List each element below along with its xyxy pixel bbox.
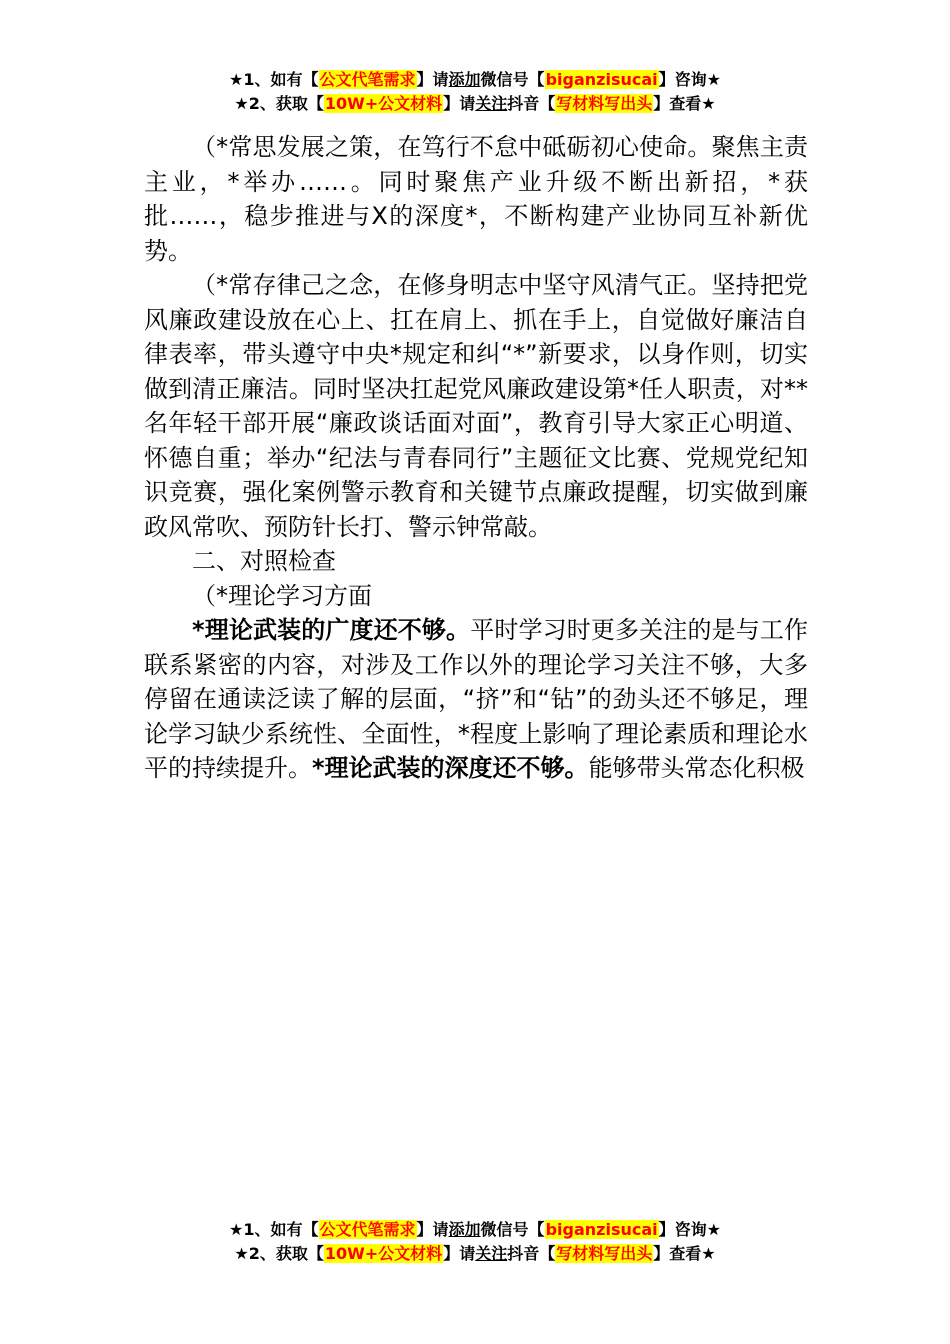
banner-text: 】请 <box>443 1244 476 1263</box>
banner-highlight-douyin: 写材料写出头 <box>556 94 653 113</box>
paragraph-development: （*常思发展之策，在笃行不怠中砥砺初心使命。聚焦主责主业，*举办……。同时聚焦产业升级不断出新招，*获批……，稳步推进与X的深度*，不断构建产业协同互补新优势。 <box>144 133 808 265</box>
subsection-heading: （*理论学习方面 <box>192 581 372 610</box>
banner-underlined: 关注 <box>475 94 508 113</box>
banner-text: 】查看★ <box>653 1244 716 1263</box>
body-text-2: 能够带头常态化积极 <box>588 754 805 782</box>
banner-highlight-douyin: 写材料写出头 <box>556 1244 653 1263</box>
banner-text: ★2、获取【 <box>234 1244 324 1263</box>
banner-line-1 <box>0 68 950 92</box>
bold-lead-2: *理论武装的深度还不够。 <box>312 754 589 782</box>
document-body <box>144 130 808 786</box>
banner-text: 】请 <box>443 94 476 113</box>
banner-text: 】请 <box>416 70 449 89</box>
bold-lead-1: *理论武装的广度还不够。 <box>192 616 471 644</box>
banner-highlight: 10W+公文材料 <box>324 1244 443 1263</box>
banner-text: 抖音【 <box>507 1244 556 1263</box>
banner-text: 】查看★ <box>653 94 716 113</box>
banner-underlined: 添加 <box>448 1220 481 1239</box>
banner-underlined: 关注 <box>475 1244 508 1263</box>
banner-text: ★1、如有【 <box>229 1220 319 1239</box>
footer-line-2 <box>0 1242 950 1266</box>
banner-text: ★1、如有【 <box>229 70 319 89</box>
banner-text: 微信号【 <box>480 70 545 89</box>
banner-highlight-wechat: biganzisucai <box>545 1220 658 1239</box>
banner-text: 】咨询★ <box>658 1220 721 1239</box>
paragraph-integrity: （*常存律己之念，在修身明志中坚守风清气正。坚持把党风廉政建设放在心上、扛在肩上、抓在手上，自觉做好廉洁自律表率，带头遵守中央*规定和纠“*”新要求，以身作则，切实做到清正廉洁。同时坚决扛起党风廉政建设第*任人职责，对**名年轻干部开展“廉政谈话面对面”，教育引导大家正心明道、怀德自重；举办“纪法与青春同行”主题征文比赛、党规党纪知识竞赛，强化案例警示教育和关键节点廉政提醒，切实做到廉政风常吹、预防针长打、警示钟常敲。 <box>144 271 808 541</box>
banner-highlight: 公文代笔需求 <box>319 70 416 89</box>
section-heading: 二、对照检查 <box>192 547 336 575</box>
banner-highlight-wechat: biganzisucai <box>545 70 658 89</box>
banner-text: 】咨询★ <box>658 70 721 89</box>
banner-line-2 <box>0 92 950 116</box>
banner-text: 微信号【 <box>480 1220 545 1239</box>
banner-highlight: 10W+公文材料 <box>324 94 443 113</box>
banner-underlined: 添加 <box>448 70 481 89</box>
body-text-1: 平时学习时更多关注的是与工作联系紧密的内容，对涉及工作以外的理论学习关注不够，大多停留在通读泛读了解的层面，“挤”和“钻”的劲头还不够足，理论学习缺少系统性、全面性，*程度上影响了理论素质和理论水平的持续提升。 <box>144 616 808 782</box>
banner-text: ★2、获取【 <box>234 94 324 113</box>
header-banner <box>0 68 950 116</box>
banner-text: 抖音【 <box>507 94 556 113</box>
banner-highlight: 公文代笔需求 <box>319 1220 416 1239</box>
paragraph-theory <box>144 613 808 786</box>
footer-line-1 <box>0 1218 950 1242</box>
banner-text: 】请 <box>416 1220 449 1239</box>
footer-banner <box>0 1218 950 1266</box>
